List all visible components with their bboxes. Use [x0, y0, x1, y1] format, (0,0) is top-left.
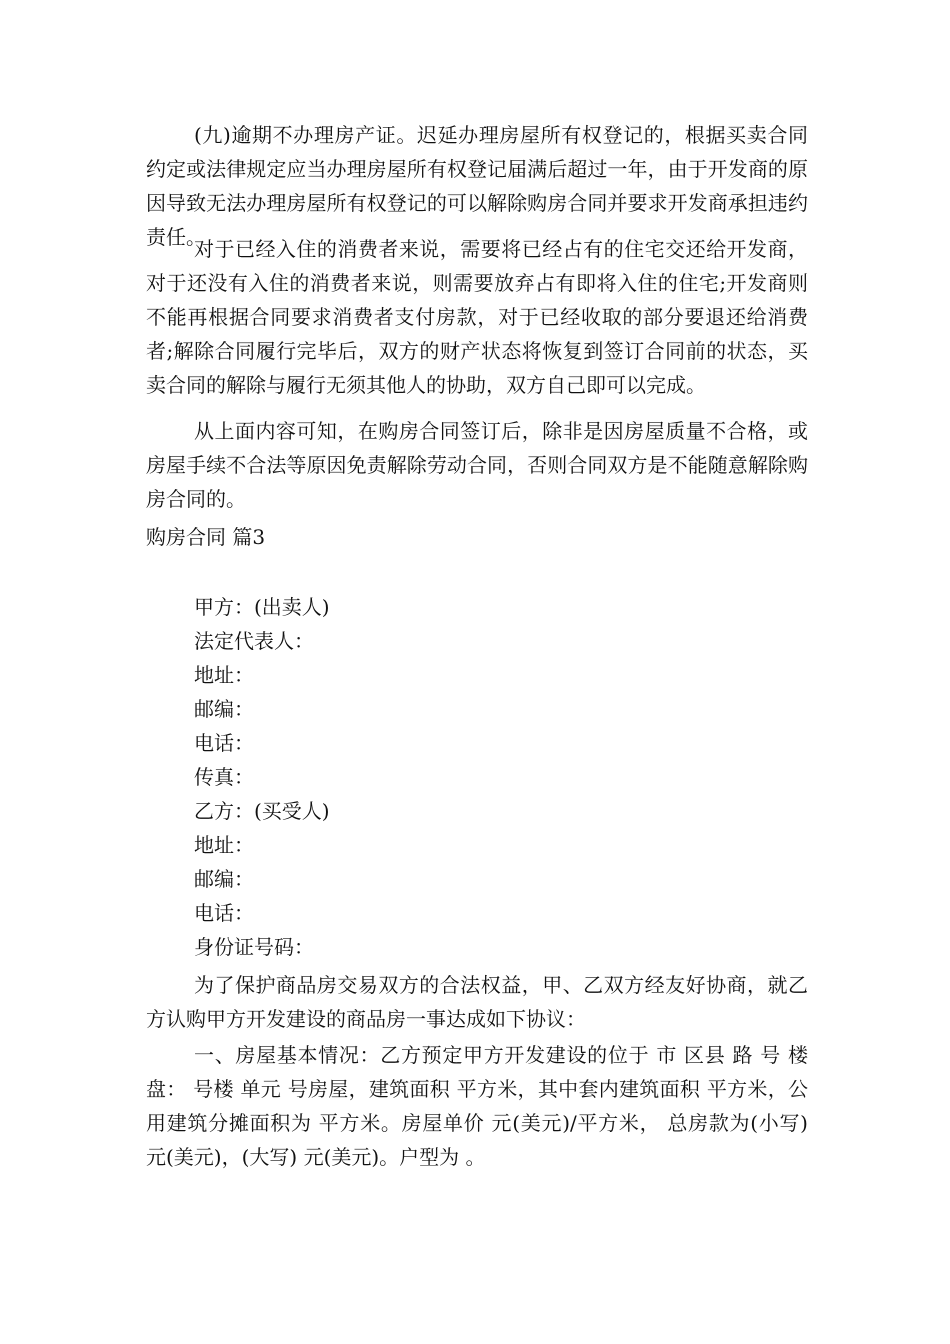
paragraph-overdue-certificate: (九)逾期不办理房产证。迟延办理房屋所有权登记的，根据买卖合同约定或法律规定应当办理房屋所有权登记届满后超过一年，由于开发商的原因导致无法办理房屋所有权登记的可以解除购房合同并要求开发商承担违约责任。 [146, 123, 808, 249]
paragraph-conclusion: 从上面内容可知，在购房合同签订后，除非是因房屋质量不合格，或房屋手续不合法等原因免责解除劳动合同，否则合同双方是不能随意解除购房合同的。 [146, 419, 808, 511]
clause-house-basic-info: 一、房屋基本情况：乙方预定甲方开发建设的位于 市 区县 路 号 楼盘： 号楼 单元 号房屋，建筑面积 平方米，其中套内建筑面积 平方米，公用建筑分摊面积为 平方米。房屋单价 元(美元)/平方米， 总房款为(小写) 元(美元)，(大写) 元(美元)。户型为 。 [146, 1043, 808, 1169]
id-number-label: 身份证号码： [194, 935, 314, 959]
party-a-phone-label: 电话： [194, 731, 254, 755]
party-b-label: 乙方：(买受人) [194, 799, 330, 823]
party-b-phone-label: 电话： [194, 901, 254, 925]
legal-representative-label: 法定代表人： [194, 629, 314, 653]
party-b-address-label: 地址： [194, 833, 254, 857]
section-heading: 购房合同 篇3 [146, 525, 266, 549]
paragraph-rescission-effects: 对于已经入住的消费者来说，需要将已经占有的住宅交还给开发商，对于还没有入住的消费者来说，则需要放弃占有即将入住的住宅;开发商则不能再根据合同要求消费者支付房款，对于已经收取的部分要退还给消费者;解除合同履行完毕后，双方的财产状态将恢复到签订合同前的状态，买卖合同的解除与履行无须其他人的协助，双方自己即可以完成。 [146, 237, 808, 397]
party-b-postcode-label: 邮编： [194, 867, 254, 891]
party-a-postcode-label: 邮编： [194, 697, 254, 721]
party-a-label: 甲方：(出卖人) [194, 595, 330, 619]
party-a-address-label: 地址： [194, 663, 254, 687]
contract-intro: 为了保护商品房交易双方的合法权益，甲、乙双方经友好协商，就乙方认购甲方开发建设的商品房一事达成如下协议： [146, 973, 808, 1031]
party-a-fax-label: 传真： [194, 765, 254, 789]
